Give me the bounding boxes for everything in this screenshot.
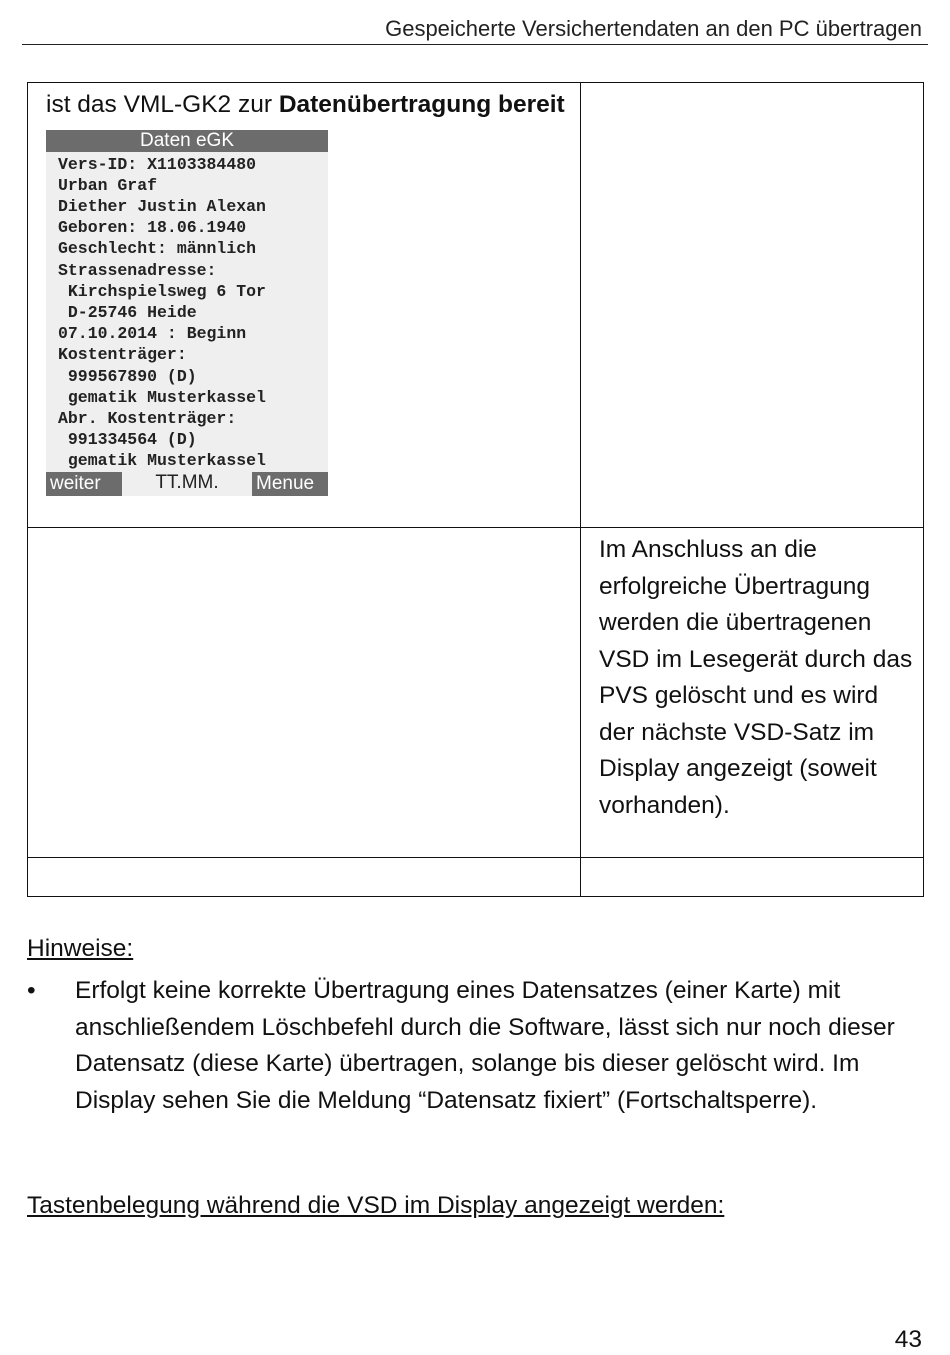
table-cell	[581, 83, 924, 528]
display-line: Kostenträger:	[58, 345, 187, 365]
table-cell	[28, 858, 581, 897]
step-text	[28, 83, 580, 124]
display-line: Vers-ID: X1103384480	[58, 154, 257, 174]
instruction-table	[27, 82, 924, 897]
display-line: Geschlecht: männlich	[58, 239, 257, 259]
display-line: Abr. Kostenträger:	[58, 408, 237, 428]
note-text: Erfolgt keine korrekte Übertragung eines Datensatzes (einer Karte) mit anschließendem Löschbefehl durch die Software, lässt sich nur noch dieser Datensatz (diese Karte) übertragen, solange bis dieser gelöscht wird. Im Display sehen Sie die Meldung “Datensatz fixiert” (Fortschaltsperre).	[75, 977, 895, 1114]
display-line: Strassenadresse:	[58, 260, 217, 280]
display-line: 07.10.2014 : Beginn	[58, 324, 247, 344]
table-cell	[28, 83, 581, 528]
display-line: 991334564 (D)	[58, 430, 197, 450]
display-line: D-25746 Heide	[58, 302, 197, 322]
step-text-bold: Datenübertragung bereit	[278, 91, 565, 118]
header-title: Gespeicherte Versichertendaten an den PC übertragen	[385, 16, 922, 41]
key-assignment-heading: Tastenbelegung während die VSD im Display angezeigt werden:	[27, 1192, 725, 1219]
display-line: Geboren: 18.06.1940	[58, 218, 247, 238]
page-header	[22, 14, 928, 45]
bullet-icon: •	[27, 977, 36, 1004]
display-line: Diether Justin Alexan	[58, 196, 266, 216]
softkey-date-format: TT.MM.	[155, 472, 219, 494]
page-number: 43	[894, 1326, 922, 1353]
table-cell	[28, 528, 581, 858]
device-display-screenshot	[46, 130, 328, 496]
table-cell	[581, 528, 924, 858]
table-row	[28, 858, 924, 897]
softkey-menue: Menue	[252, 472, 328, 496]
table-row	[28, 83, 924, 528]
display-softkey-bar	[46, 472, 328, 496]
softkey-weiter: weiter	[46, 472, 122, 496]
notes-heading: Hinweise:	[27, 935, 134, 962]
table-cell	[581, 858, 924, 897]
display-line: Kirchspielsweg 6 Tor	[58, 281, 266, 301]
display-line: gematik Musterkassel	[58, 451, 266, 471]
display-line: Urban Graf	[58, 175, 158, 195]
display-content	[46, 152, 328, 472]
table-row	[28, 528, 924, 858]
step-description: Im Anschluss an die erfolgreiche Übertragung werden die übertragenen VSD im Lesegerät durch das PVS gelöscht und es wird der nächste VSD-Satz im Display angezeigt (soweit vorhanden).	[599, 536, 913, 819]
note-bullet-item	[27, 973, 917, 1119]
display-line: gematik Musterkassel	[58, 387, 266, 407]
step-text-plain: ist das VML-GK2 zur	[46, 91, 279, 118]
display-title: Daten eGK	[46, 130, 328, 152]
display-line: 999567890 (D)	[58, 366, 197, 386]
